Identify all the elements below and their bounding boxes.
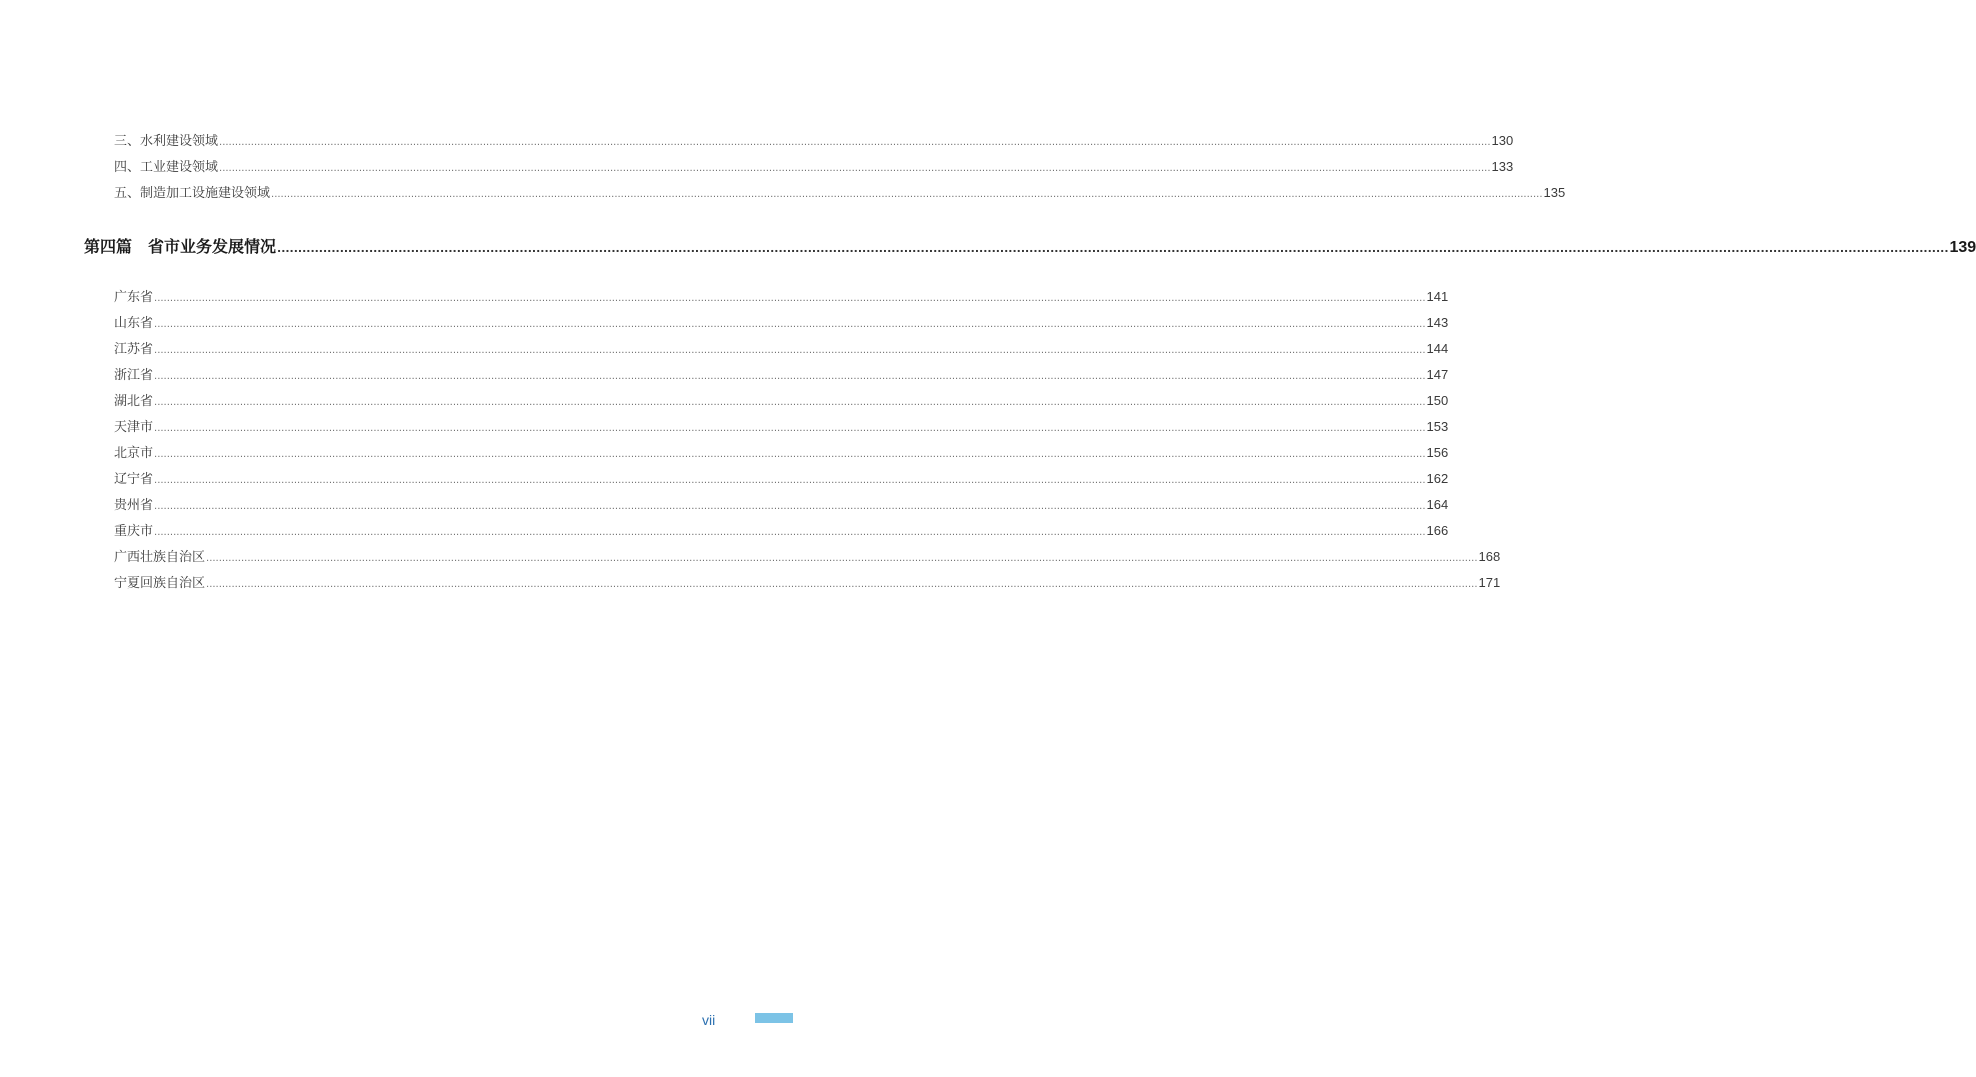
toc-entry-label: 广东省 [114, 290, 154, 305]
toc-entry-page: 147 [1426, 367, 1449, 382]
toc-entry-label: 天津市 [114, 420, 154, 435]
toc-entry-label: 三、水利建设领域 [114, 134, 219, 149]
toc-entry [114, 494, 1449, 513]
toc-entry-page: 162 [1426, 471, 1449, 486]
toc-entry [114, 416, 1449, 435]
toc-entry-label: 广西壮族自治区 [114, 550, 206, 565]
leader-dots: ................................................................................................................................................................................................................................................................................................................................................................................................................ [271, 189, 1543, 200]
toc-entry [114, 312, 1449, 331]
toc-entry [114, 468, 1449, 487]
toc-entry [114, 364, 1449, 383]
toc-entry-label: 宁夏回族自治区 [114, 576, 206, 591]
toc-entry-page: 130 [1491, 133, 1514, 148]
toc-entry-page: 133 [1491, 159, 1514, 174]
toc-entry-label: 重庆市 [114, 524, 154, 539]
leader-dots: ................................................................................................................................................................................................................................................................................................................................................................................................................ [154, 475, 1426, 486]
toc-entry-page: 144 [1426, 341, 1449, 356]
page-number: vii [702, 1012, 716, 1028]
toc-entry [114, 182, 1566, 201]
toc-entry-page: 141 [1426, 289, 1449, 304]
accent-bar [755, 1013, 793, 1023]
leader-dots: ................................................................................................................................................................................................................................................................................................................................................................................................................ [154, 423, 1426, 434]
toc-entry-label: 五、制造加工设施建设领域 [114, 186, 271, 201]
toc-entry-page: 166 [1426, 523, 1449, 538]
toc-entry [114, 156, 1514, 175]
toc-entry-label: 北京市 [114, 446, 154, 461]
leader-dots: ................................................................................................................................................................................................................................................................................................................................................................................................................ [206, 553, 1478, 564]
toc-entry [114, 442, 1449, 461]
toc-entry [114, 130, 1514, 149]
leader-dots: ................................................................................................................................................................................................................................................................................................................................................................................................................ [154, 397, 1426, 408]
leader-dots: ................................................................................................................................................................................................................................................................................................................................................................................................................ [277, 242, 1949, 255]
toc-entry-page: 164 [1426, 497, 1449, 512]
toc-entry [114, 390, 1449, 409]
leader-dots: ................................................................................................................................................................................................................................................................................................................................................................................................................ [206, 579, 1478, 590]
leader-dots: ................................................................................................................................................................................................................................................................................................................................................................................................................ [154, 319, 1426, 330]
toc-entry [114, 338, 1449, 357]
toc-entry-label: 湖北省 [114, 394, 154, 409]
toc-entry [114, 520, 1449, 539]
toc-entry-label: 江苏省 [114, 342, 154, 357]
leader-dots: ................................................................................................................................................................................................................................................................................................................................................................................................................ [154, 501, 1426, 512]
toc-entry [114, 286, 1449, 305]
leader-dots: ................................................................................................................................................................................................................................................................................................................................................................................................................ [154, 527, 1426, 538]
toc-entry-page: 153 [1426, 419, 1449, 434]
toc-entry-label: 山东省 [114, 316, 154, 331]
toc-entry [114, 546, 1501, 565]
toc-entry-label: 贵州省 [114, 498, 154, 513]
toc-entry-label: 四、工业建设领域 [114, 160, 219, 175]
chapter-title: 第四篇 省市业务发展情况 [84, 237, 277, 256]
chapter-page: 139 [1949, 239, 1976, 256]
toc-entry-page: 135 [1543, 185, 1566, 200]
toc-chapter-entry [84, 234, 1976, 257]
toc-entry-label: 浙江省 [114, 368, 154, 383]
leader-dots: ................................................................................................................................................................................................................................................................................................................................................................................................................ [219, 137, 1491, 148]
leader-dots: ................................................................................................................................................................................................................................................................................................................................................................................................................ [154, 449, 1426, 460]
toc-entry-page: 168 [1478, 549, 1501, 564]
toc-entry-page: 156 [1426, 445, 1449, 460]
toc-entry [114, 572, 1501, 591]
leader-dots: ................................................................................................................................................................................................................................................................................................................................................................................................................ [154, 371, 1426, 382]
leader-dots: ................................................................................................................................................................................................................................................................................................................................................................................................................ [219, 163, 1491, 174]
toc-entry-page: 143 [1426, 315, 1449, 330]
toc-entry-page: 171 [1478, 575, 1501, 590]
leader-dots: ................................................................................................................................................................................................................................................................................................................................................................................................................ [154, 345, 1426, 356]
leader-dots: ................................................................................................................................................................................................................................................................................................................................................................................................................ [154, 293, 1426, 304]
toc-entry-label: 辽宁省 [114, 472, 154, 487]
toc-entry-page: 150 [1426, 393, 1449, 408]
